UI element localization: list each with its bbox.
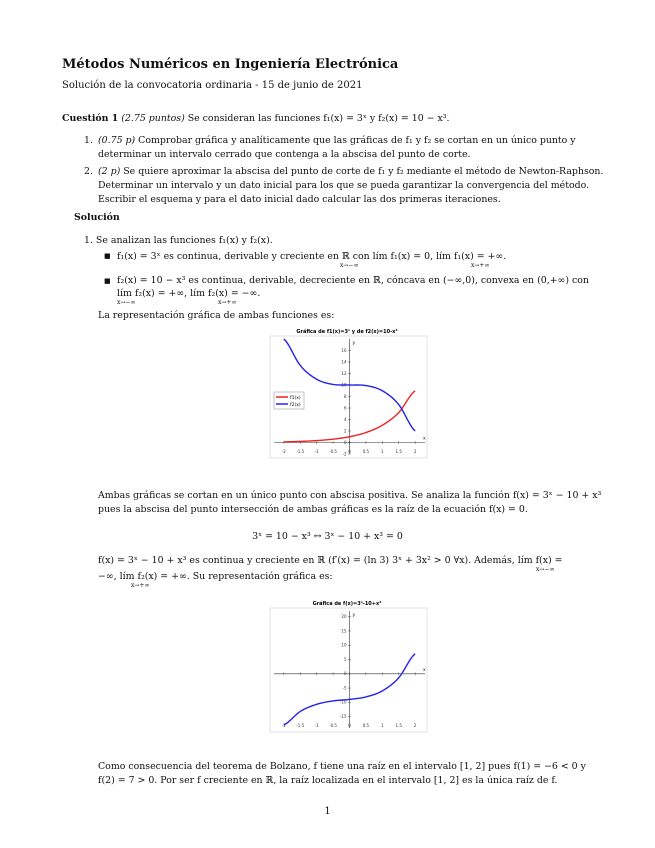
chart-f <box>262 597 432 735</box>
x-tick-label: 0.5 <box>362 723 370 728</box>
x-tick-label: -1 <box>314 723 319 728</box>
question-points: (2.75 puntos) <box>121 113 185 124</box>
legend-label: f2(x) <box>290 403 301 408</box>
paragraph-bolzano-1: Como consecuencia del teorema de Bolzano, f tiene una raíz en el intervalo [1, 2] pues f(1) = −6 < 0 y <box>98 761 586 772</box>
question-item-1-text <box>98 134 598 162</box>
item-points: (0.75 p) <box>98 135 136 146</box>
graph-intro: La representación gráfica de ambas funciones es: <box>98 310 335 321</box>
bullet-f2-line1: f₂(x) = 10 − x³ es continua, derivable, decreciente en ℝ, cóncava en (−∞,0), convexa en (0,+∞) con <box>117 275 589 286</box>
item-number: 1. <box>84 135 93 146</box>
equation: 3ˣ = 10 − x³ ↔ 3ˣ − 10 + x³ = 0 <box>252 531 403 542</box>
limit-subscript: x→−∞ <box>536 566 555 573</box>
x-tick-label: 0 <box>348 449 351 454</box>
solution-label: Solución <box>74 212 120 223</box>
y-tick-label: 15 <box>341 628 347 634</box>
item-line: Se quiere aproximar la abscisa del punto de corte de f₁ y f₂ mediante el método de Newton-Raphson. <box>123 166 604 177</box>
document-subtitle: Solución de la convocatoria ordinaria - 15 de junio de 2021 <box>62 80 363 91</box>
limit-subscript: x→+∞ <box>471 262 490 269</box>
item-line: Escribir el esquema y para el dato inicial dado calcular las dos primeras iteraciones. <box>98 194 501 205</box>
y-axis-label: y <box>352 341 356 346</box>
x-tick-label: -0.5 <box>329 723 337 728</box>
item-points: (2 p) <box>98 166 121 177</box>
solution-step-1: 1. Se analizan las funciones f₁(x) y f₂(x). <box>84 235 273 246</box>
item-line: Determinar un intervalo y un dato inicial para los que se pueda garantizar la convergencia del método. <box>98 180 590 191</box>
question-statement <box>62 112 450 126</box>
limit-subscript: x→−∞ <box>340 262 359 269</box>
y-tick-label: 2 <box>343 428 347 434</box>
question-text: Se consideran las funciones f₁(x) = 3ˣ y f₂(x) = 10 − x³. <box>187 113 450 124</box>
question-item-2 <box>84 165 93 179</box>
bullet-icon: ■ <box>104 252 111 260</box>
chart-title: Gráfica de f1(x)=3ˣ y de f2(x)=10-x³ <box>296 329 398 335</box>
y-tick-label: -15 <box>339 713 347 719</box>
x-tick-label: -2 <box>281 449 286 454</box>
x-tick-label: 0 <box>348 723 351 728</box>
document-title: Métodos Numéricos en Ingeniería Electrónica <box>62 57 399 72</box>
y-tick-label: 6 <box>343 405 347 411</box>
x-tick-label: -1 <box>314 449 319 454</box>
x-tick-label: 1.5 <box>395 723 402 728</box>
question-item-1 <box>84 134 93 148</box>
x-axis-label: x <box>423 436 426 442</box>
y-tick-label: 12 <box>341 370 347 376</box>
y-tick-label: 14 <box>341 359 347 365</box>
chart-f1-f2 <box>262 326 432 461</box>
item-line: determinar un intervalo cerrado que contenga a la abscisa del punto de corte. <box>98 149 471 160</box>
chart-legend <box>274 392 304 409</box>
y-tick-label: 20 <box>341 614 347 620</box>
x-tick-label: 1.5 <box>395 449 402 454</box>
x-tick-label: 1 <box>381 723 384 728</box>
x-tick-label: -0.5 <box>329 449 337 454</box>
paragraph-intersection-2: pues la abscisa del punto intersección de ambas gráficas es la raíz de la ecuación f(x) = 0. <box>98 504 528 515</box>
y-tick-label: -5 <box>342 685 347 691</box>
x-tick-label: -1.5 <box>296 449 305 454</box>
limit-subscript: x→−∞ <box>117 299 136 306</box>
item-number: 2. <box>84 166 93 177</box>
paragraph-bolzano-2: f(2) = 7 > 0. Por ser f creciente en ℝ, la raíz localizada en el intervalo [1, 2] es la única raíz de f. <box>98 775 558 786</box>
y-tick-label: 4 <box>343 416 347 422</box>
y-tick-label: 16 <box>341 347 347 353</box>
legend-label: f1(x) <box>290 396 301 401</box>
y-tick-label: 5 <box>343 656 347 662</box>
bullet-f2-line2: lím f₂(x) = +∞, lím f₂(x) = −∞. <box>117 288 261 299</box>
question-label: Cuestión 1 <box>62 113 119 124</box>
y-tick-label: 8 <box>343 393 347 399</box>
page-number: 1 <box>324 806 331 817</box>
limit-subscript: x→+∞ <box>131 582 150 589</box>
limit-subscript: x→+∞ <box>218 299 237 306</box>
x-tick-label: -1.5 <box>296 723 305 728</box>
x-tick-label: 0.5 <box>362 449 370 454</box>
y-axis-label: y <box>352 613 356 618</box>
x-tick-label: 2 <box>413 723 417 728</box>
item-line: Comprobar gráfica y analíticamente que las gráficas de f₁ y f₂ se cortan en un único punto y <box>138 135 576 146</box>
paragraph-f-1: f(x) = 3ˣ − 10 + x³ es continua y creciente en ℝ (f′(x) = (ln 3) 3ˣ + 3x² > 0 ∀x). Además, lím f(x) = <box>98 555 563 566</box>
y-tick-label: 0 <box>343 439 347 445</box>
x-axis-label: x <box>423 667 426 673</box>
paragraph-f-2: −∞, lím f₂(x) = +∞. Su representación gráfica es: <box>98 571 333 582</box>
y-tick-label: -2 <box>342 451 347 457</box>
x-tick-label: -2 <box>281 723 286 728</box>
y-tick-label: 0 <box>343 671 347 677</box>
y-tick-label: 10 <box>341 642 347 648</box>
y-tick-label: -10 <box>339 699 347 705</box>
y-tick-label: 10 <box>341 382 347 388</box>
x-tick-label: 1 <box>381 449 384 454</box>
x-tick-label: 2 <box>413 449 417 454</box>
question-item-2-text <box>98 165 618 207</box>
paragraph-intersection-1: Ambas gráficas se cortan en un único punto con abscisa positiva. Se analiza la función f(x) = 3ˣ − 10 + x³ <box>98 490 602 501</box>
bullet-icon: ■ <box>104 277 111 285</box>
bullet-f1: f₁(x) = 3ˣ es continua, derivable y creciente en ℝ con lím f₁(x) = 0, lím f₁(x) = +∞. <box>117 251 507 262</box>
chart-title: Gráfica de f(x)=3ˣ-10+x³ <box>312 601 382 607</box>
